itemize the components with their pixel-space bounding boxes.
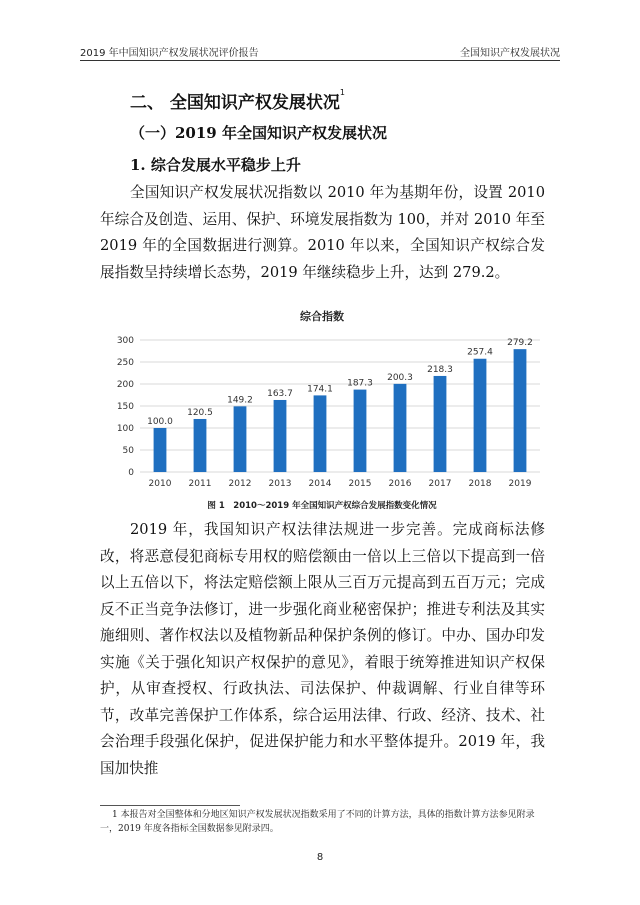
bar-2017 — [434, 376, 447, 472]
bar-value-label: 218.3 — [427, 364, 453, 375]
item-heading: 1. 综合发展水平稳步上升 — [130, 156, 301, 174]
bar-2012 — [234, 406, 247, 472]
bar-value-label: 120.5 — [187, 407, 213, 418]
x-tick-label: 2012 — [228, 479, 252, 489]
bar-value-label: 187.3 — [347, 378, 373, 389]
x-tick-label: 2017 — [428, 479, 452, 489]
chart-y-ticks — [117, 336, 134, 478]
bar-2019 — [514, 349, 527, 472]
bar-value-label: 279.2 — [507, 338, 533, 349]
body-paragraph-2: 2019 年，我国知识产权法律法规进一步完善。完成商标法修改，将恶意侵犯商标专用权的赔偿额由一倍以上三倍以下提高到一倍以上五倍以下，将法定赔偿额上限从三百万元提高到五百万元；完成反不正当竞争法修订，进一步强化商业秘密保护；推进专利法及其实施细则、著作权法以及植物新品种保护条例的修订。中办、国办印发实施《关于强化知识产权保护的意见》，着眼于统筹推进知识产权保护，从审查授权、行政执法、司法保护、仲裁调解、行业自律等环节，改革完善保护工作体系，综合运用法律、行政、经济、技术、社会治理手段强化保护，促进保护能力和水平整体提升。2019 年，我国加快推 — [100, 521, 545, 777]
chart-bars — [147, 338, 533, 472]
section-heading — [130, 88, 345, 113]
y-tick-label: 100 — [116, 424, 134, 434]
body-paragraph-1: 全国知识产权发展状况指数以 2010 年为基期年份，设置 2010 年综合及创造、运用、保护、环境发展指数为 100，并对 2010 年至 2019 年的全国数据进行测算。2010 年以来，全国知识产权综合发展指数呈持续增长态势，2019 年继续稳步上升，达到 279.2。 — [100, 184, 545, 281]
footnote-rule — [100, 805, 240, 806]
page-number: 8 — [316, 852, 324, 863]
composite-index-chart — [100, 308, 545, 513]
bar-value-label: 200.3 — [387, 372, 413, 383]
bar-value-label: 163.7 — [267, 388, 293, 399]
x-tick-label: 2010 — [148, 479, 172, 489]
x-tick-label: 2013 — [268, 479, 292, 489]
chart-svg — [100, 308, 545, 513]
bar-value-label: 257.4 — [467, 347, 493, 358]
x-tick-label: 2011 — [188, 479, 212, 489]
bar-2016 — [394, 384, 407, 472]
bar-value-label: 100.0 — [147, 417, 173, 427]
y-tick-label: 200 — [116, 380, 134, 390]
bar-2010 — [154, 428, 167, 472]
x-tick-label: 2014 — [308, 479, 332, 489]
footnote: 1 本报告对全国整体和分地区知识产权发展状况指数采用了不同的计算方法，具体的指数计算方法参见附录一，2019 年度各指标全国数据参见附录四。 — [100, 810, 535, 834]
y-tick-label: 250 — [116, 358, 134, 368]
x-tick-label: 2019 — [508, 479, 532, 489]
bar-2015 — [354, 390, 367, 472]
header-report-title: 2019 年中国知识产权发展状况评价报告 — [80, 48, 259, 59]
header-section-title: 全国知识产权发展状况 — [460, 48, 560, 59]
bar-value-label: 149.2 — [227, 395, 253, 406]
section-heading-text: 二、 全国知识产权发展状况 — [130, 93, 340, 113]
chart-title: 综合指数 — [300, 310, 344, 323]
footnote-marker: 1 — [339, 88, 346, 97]
chart-x-ticks — [149, 479, 532, 489]
page-header — [80, 40, 560, 61]
x-tick-label: 2016 — [388, 479, 412, 489]
bar-value-label: 174.1 — [307, 384, 333, 395]
bar-2018 — [474, 359, 487, 472]
y-tick-label: 150 — [116, 402, 134, 412]
subsection-heading: （一）2019 年全国知识产权发展状况 — [130, 124, 387, 142]
y-tick-label: 50 — [122, 446, 134, 456]
bar-2013 — [274, 400, 287, 472]
bar-2011 — [194, 419, 207, 472]
chart-caption: 图 1 2010～2019 年全国知识产权综合发展指数变化情况 — [207, 501, 437, 511]
y-tick-label: 0 — [128, 468, 134, 478]
x-tick-label: 2018 — [468, 479, 492, 489]
x-tick-label: 2015 — [348, 479, 372, 489]
y-tick-label: 300 — [116, 336, 134, 346]
bar-2014 — [314, 395, 327, 472]
